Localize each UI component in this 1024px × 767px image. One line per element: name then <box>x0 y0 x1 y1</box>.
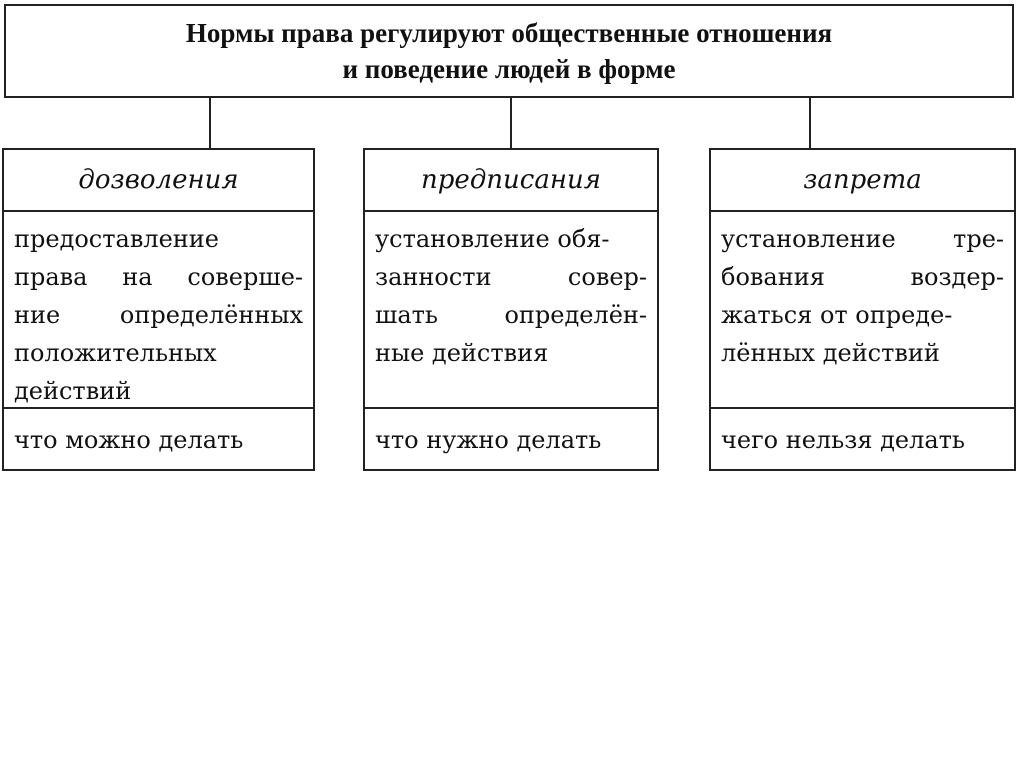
column-permission <box>2 148 315 471</box>
description-word: тре- <box>953 225 1004 253</box>
description-line <box>14 296 303 334</box>
root-title-line-1: Нормы права регулируют общественные отношения <box>185 18 833 48</box>
connector-line-2 <box>510 98 512 148</box>
root-title-line-2: и поведение людей в форме <box>342 54 676 84</box>
description-line <box>375 296 647 334</box>
description-word: шать <box>375 301 438 329</box>
description-word: соверше- <box>187 263 303 291</box>
description-word: предоставление <box>14 225 219 253</box>
description-word: ние <box>14 301 61 329</box>
description-line <box>375 258 647 296</box>
column-footer: чего нельзя делать <box>721 426 965 454</box>
column-header: запрета <box>711 150 1014 212</box>
description-line <box>375 334 647 372</box>
column-prescription <box>363 148 659 471</box>
description-word: определён- <box>504 301 647 329</box>
column-footer: что можно делать <box>14 426 244 454</box>
description-line <box>14 334 303 372</box>
column-description <box>711 212 1014 409</box>
column-footer: что нужно делать <box>375 426 602 454</box>
description-word: бования <box>721 263 825 291</box>
description-word: воздер- <box>910 263 1004 291</box>
description-word: лённых действий <box>721 339 940 367</box>
description-word: права <box>14 263 88 291</box>
column-prohibition <box>709 148 1016 471</box>
description-line <box>721 258 1004 296</box>
description-word: занности <box>375 263 492 291</box>
description-word: положительных <box>14 339 217 367</box>
column-description <box>365 212 657 409</box>
connector-line-3 <box>809 98 811 148</box>
description-line <box>14 258 303 296</box>
column-header: предписания <box>365 150 657 212</box>
description-line <box>721 334 1004 372</box>
column-description <box>4 212 313 409</box>
description-word: на <box>122 263 153 291</box>
description-word: жаться от опреде- <box>721 301 953 329</box>
column-header: дозволения <box>4 150 313 212</box>
description-word: действий <box>14 377 132 405</box>
root-node-title-box <box>4 4 1014 98</box>
description-line <box>14 372 303 410</box>
description-line <box>721 296 1004 334</box>
description-line <box>721 220 1004 258</box>
description-word: установление обя- <box>375 225 610 253</box>
description-line <box>14 220 303 258</box>
description-word: ные действия <box>375 339 549 367</box>
description-word: установление <box>721 225 896 253</box>
description-word: определённых <box>119 301 303 329</box>
description-word: совер- <box>567 263 647 291</box>
description-line <box>375 220 647 258</box>
connector-line-1 <box>209 98 211 148</box>
